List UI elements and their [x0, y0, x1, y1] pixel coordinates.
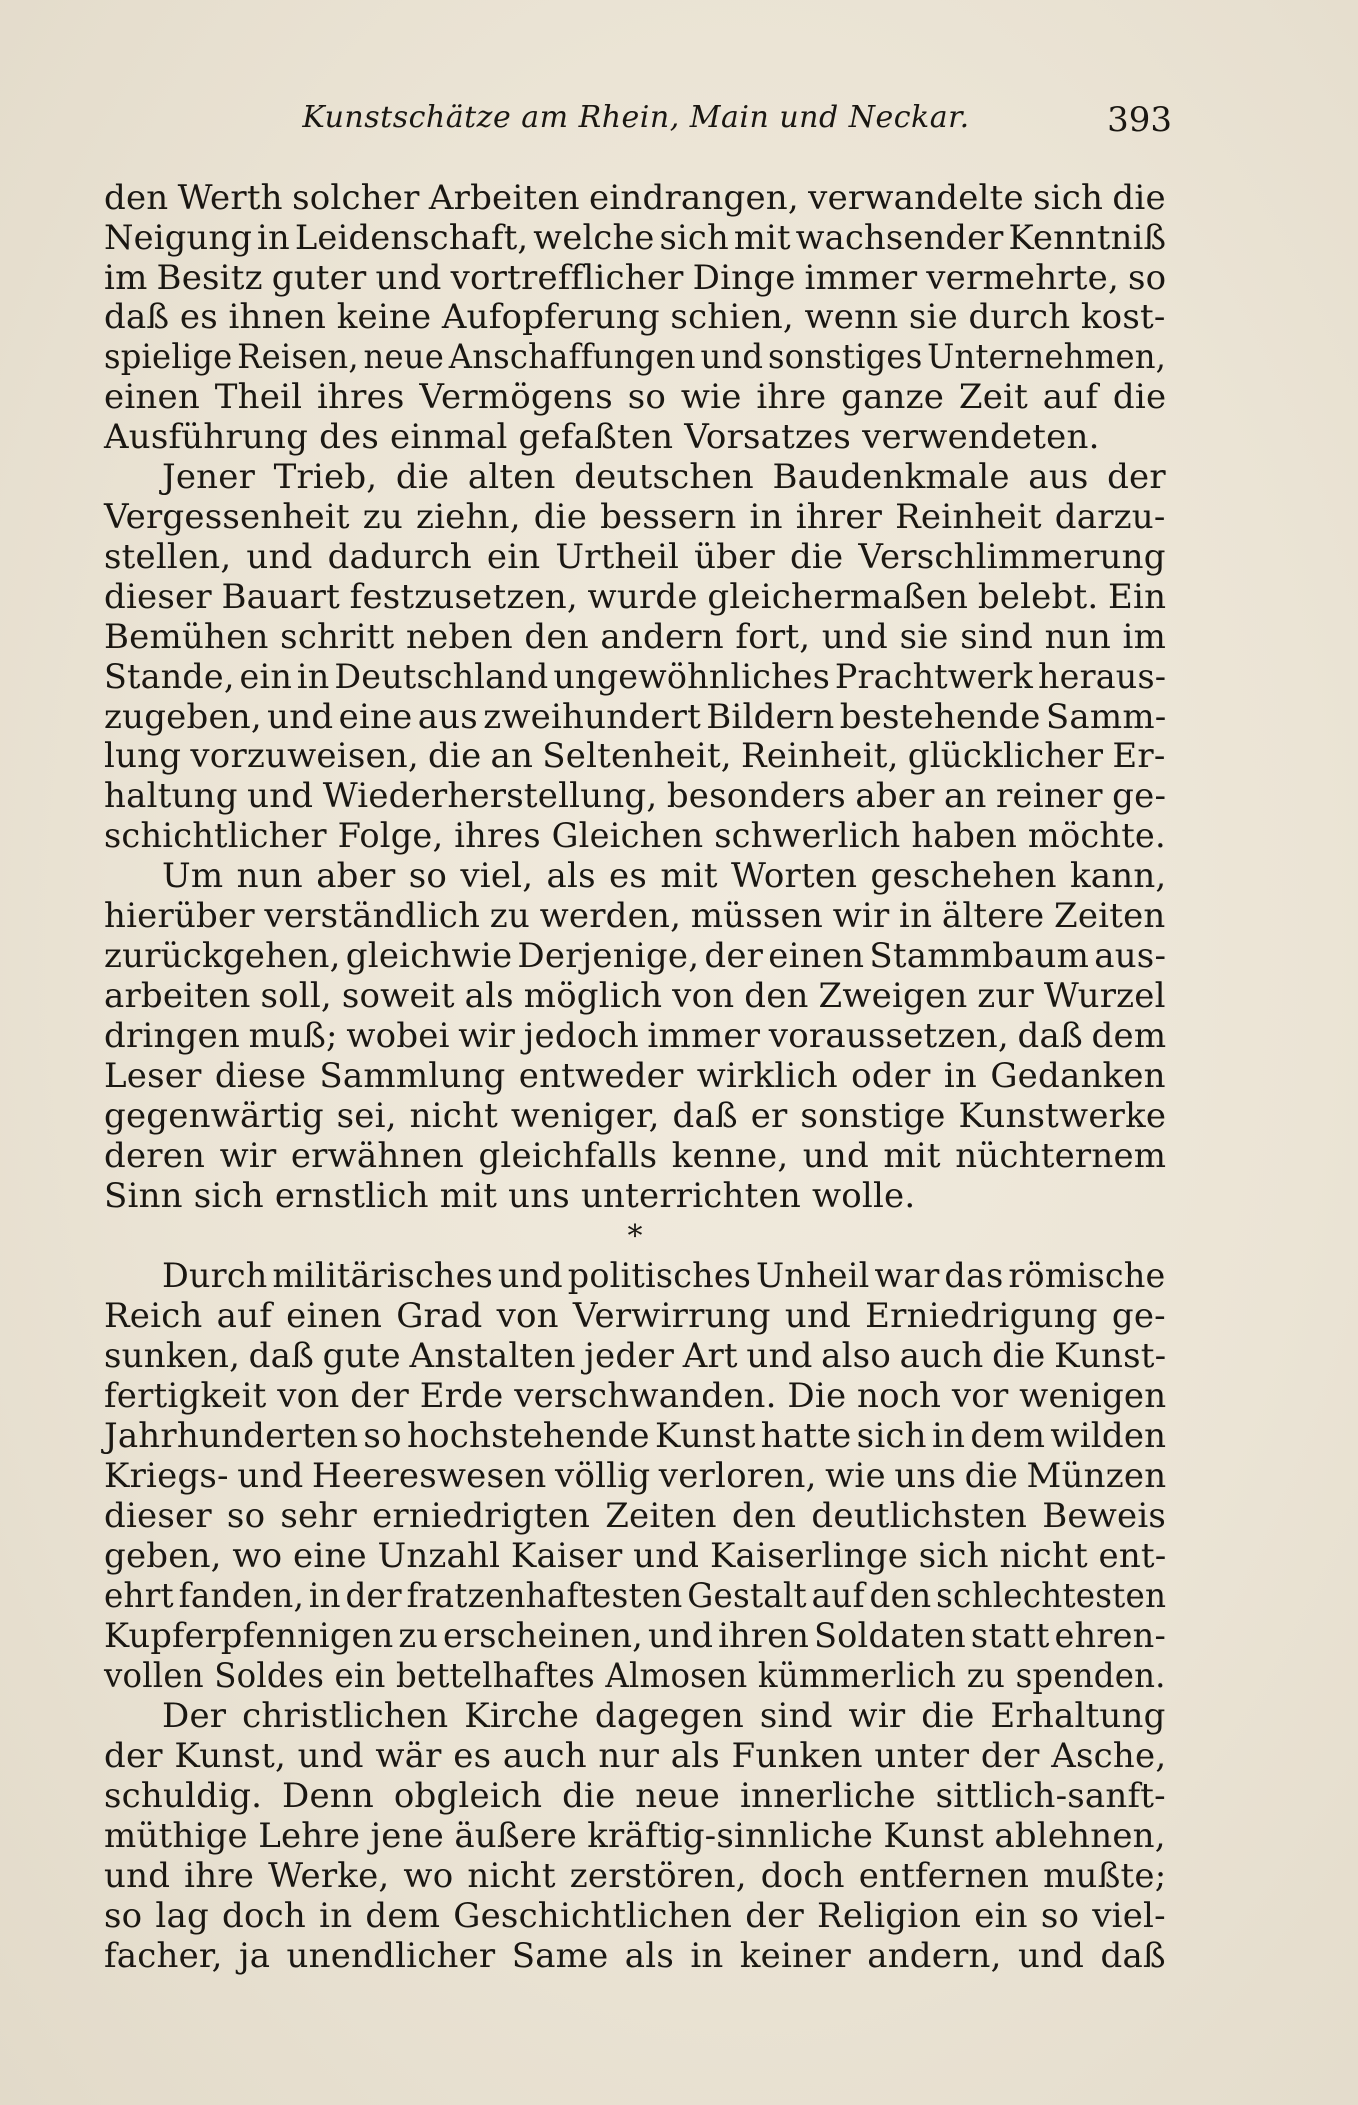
text-line: haltung und Wiederherstellung, besonders aber an reiner ge-	[104, 776, 1167, 816]
text-line: spielige Reisen, neue Anschaffungen und sonstiges Unternehmen,	[104, 337, 1167, 377]
text-line: schuldig. Denn obgleich die neue innerliche sittlich-sanft-	[104, 1776, 1166, 1816]
text-line: den Werth solcher Arbeiten eindrangen, verwandelte sich die	[104, 178, 1166, 218]
text-line: deren wir erwähnen gleichfalls kenne, und mit nüchternem	[104, 1136, 1167, 1176]
text-line: Ausführung des einmal gefaßten Vorsatzes verwendeten.	[104, 417, 1100, 457]
text-line: Der christlichen Kirche dagegen sind wir die Erhaltung	[162, 1696, 1166, 1736]
text-line: sunken, daß gute Anstalten jeder Art und also auch die Kunst-	[104, 1336, 1167, 1376]
text-line: Kriegs- und Heereswesen völlig verloren, wie uns die Münzen	[104, 1456, 1167, 1496]
text-line: facher, ja unendlicher Same als in keiner andern, und daß	[104, 1936, 1166, 1976]
text-line: arbeiten soll, soweit als möglich von den Zweigen zur Wurzel	[104, 976, 1166, 1016]
text-line: Kupferpfennigen zu erscheinen, und ihren Soldaten statt ehren-	[104, 1616, 1166, 1656]
text-line: Sinn sich ernstlich mit uns unterrichten wolle.	[104, 1176, 916, 1216]
text-line: ehrt fanden, in der fratzenhaftesten Gestalt auf den schlechtesten	[104, 1576, 1167, 1616]
text-line: lung vorzuweisen, die an Seltenheit, Reinheit, glücklicher Er-	[104, 736, 1166, 776]
text-line: der Kunst, und wär es auch nur als Funken unter der Asche,	[104, 1736, 1167, 1776]
text-line: einen Theil ihres Vermögens so wie ihre ganze Zeit auf die	[104, 377, 1167, 417]
text-line: zurückgehen, gleichwie Derjenige, der einen Stammbaum aus-	[104, 936, 1167, 976]
text-line: daß es ihnen keine Aufopferung schien, wenn sie durch kost-	[104, 297, 1166, 337]
text-line: dringen muß; wobei wir jedoch immer voraussetzen, daß dem	[104, 1016, 1167, 1056]
text-line: Vergessenheit zu ziehn, die bessern in ihrer Reinheit darzu-	[104, 497, 1166, 537]
text-line: dieser Bauart festzusetzen, wurde gleichermaßen belebt. Ein	[104, 577, 1167, 617]
text-line: Bemühen schritt neben den andern fort, und sie sind nun im	[104, 617, 1167, 657]
text-line: Neigung in Leidenschaft, welche sich mit wachsender Kenntniß	[104, 218, 1167, 258]
text-line: Reich auf einen Grad von Verwirrung und Erniedrigung ge-	[104, 1296, 1166, 1336]
text-line: und ihre Werke, wo nicht zerstören, doch entfernen mußte;	[104, 1856, 1167, 1896]
page-number: 393	[1107, 100, 1172, 140]
text-line: dieser so sehr erniedrigten Zeiten den deutlichsten Beweis	[104, 1496, 1167, 1536]
text-line: schichtlicher Folge, ihres Gleichen schwerlich haben möchte.	[104, 816, 1166, 856]
text-line: stellen, und dadurch ein Urtheil über die Verschlimmerung	[104, 537, 1166, 577]
text-line: vollen Soldes ein bettelhaftes Almosen kümmerlich zu spenden.	[104, 1656, 1166, 1696]
text-line: zugeben, und eine aus zweihundert Bildern bestehende Samm-	[104, 697, 1167, 737]
text-line: hierüber verständlich zu werden, müssen wir in ältere Zeiten	[104, 896, 1166, 936]
text-line: Durch militärisches und politisches Unheil war das römische	[162, 1256, 1166, 1296]
text-line: Um nun aber so viel, als es mit Worten geschehen kann,	[162, 856, 1167, 896]
text-line: müthige Lehre jene äußere kräftig-sinnliche Kunst ablehnen,	[104, 1816, 1166, 1856]
text-line: fertigkeit von der Erde verschwanden. Die noch vor wenigen	[104, 1376, 1167, 1416]
text-line: gegenwärtig sei, nicht weniger, daß er sonstige Kunstwerke	[104, 1096, 1167, 1136]
text-line: so lag doch in dem Geschichtlichen der Religion ein so viel-	[104, 1896, 1166, 1936]
running-header	[100, 100, 1172, 150]
section-separator: *	[627, 1219, 643, 1254]
text-line: Jener Trieb, die alten deutschen Baudenkmale aus der	[162, 457, 1166, 497]
text-line: Leser diese Sammlung entweder wirklich oder in Gedanken	[104, 1056, 1166, 1096]
text-line: Jahrhunderten so hochstehende Kunst hatte sich in dem wilden	[104, 1416, 1167, 1456]
running-title: Kunstschätze am Rhein, Main und Neckar.	[302, 100, 970, 135]
text-line: geben, wo eine Unzahl Kaiser und Kaiserlinge sich nicht ent-	[104, 1536, 1167, 1576]
text-line: Stande, ein in Deutschland ungewöhnliches Prachtwerk heraus-	[104, 657, 1167, 697]
text-line: im Besitz guter und vortrefflicher Dinge immer vermehrte, so	[104, 258, 1167, 298]
